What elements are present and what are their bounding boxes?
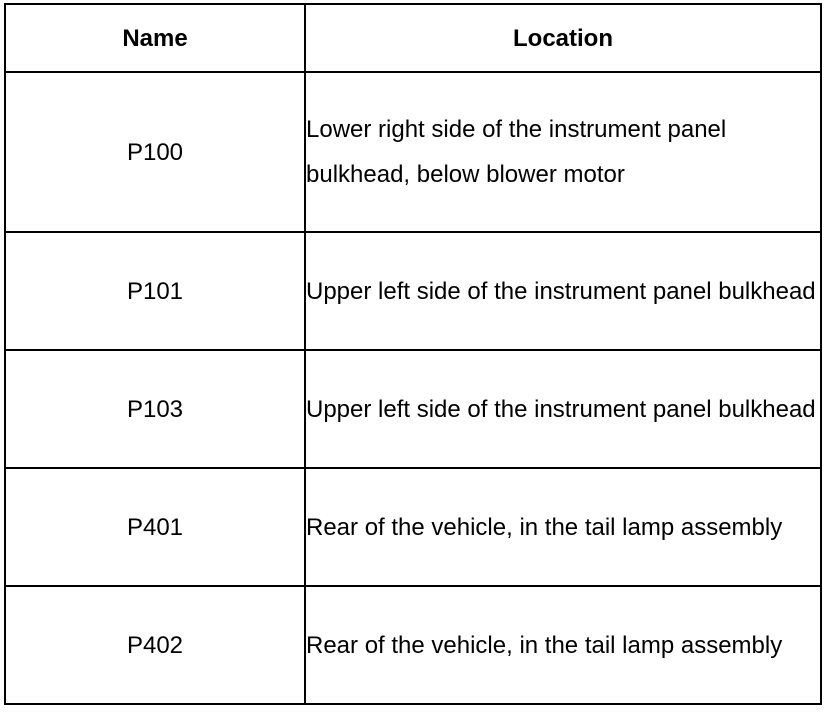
name-cell: P401 — [5, 468, 305, 586]
table-row — [5, 468, 821, 586]
location-cell: Upper left side of the instrument panel bulkhead — [305, 350, 821, 468]
connector-location-table — [4, 3, 822, 705]
name-cell: P402 — [5, 586, 305, 704]
name-cell: P100 — [5, 72, 305, 232]
header-row — [5, 4, 821, 72]
name-cell: P103 — [5, 350, 305, 468]
location-cell: Upper left side of the instrument panel bulkhead — [305, 232, 821, 350]
location-cell: Rear of the vehicle, in the tail lamp assembly — [305, 586, 821, 704]
location-cell: Lower right side of the instrument panel bulkhead, below blower motor — [305, 72, 821, 232]
table-row — [5, 72, 821, 232]
location-cell: Rear of the vehicle, in the tail lamp assembly — [305, 468, 821, 586]
table-row — [5, 350, 821, 468]
table-row — [5, 586, 821, 704]
table-row — [5, 232, 821, 350]
header-name: Name — [5, 4, 305, 72]
name-cell: P101 — [5, 232, 305, 350]
header-location: Location — [305, 4, 821, 72]
